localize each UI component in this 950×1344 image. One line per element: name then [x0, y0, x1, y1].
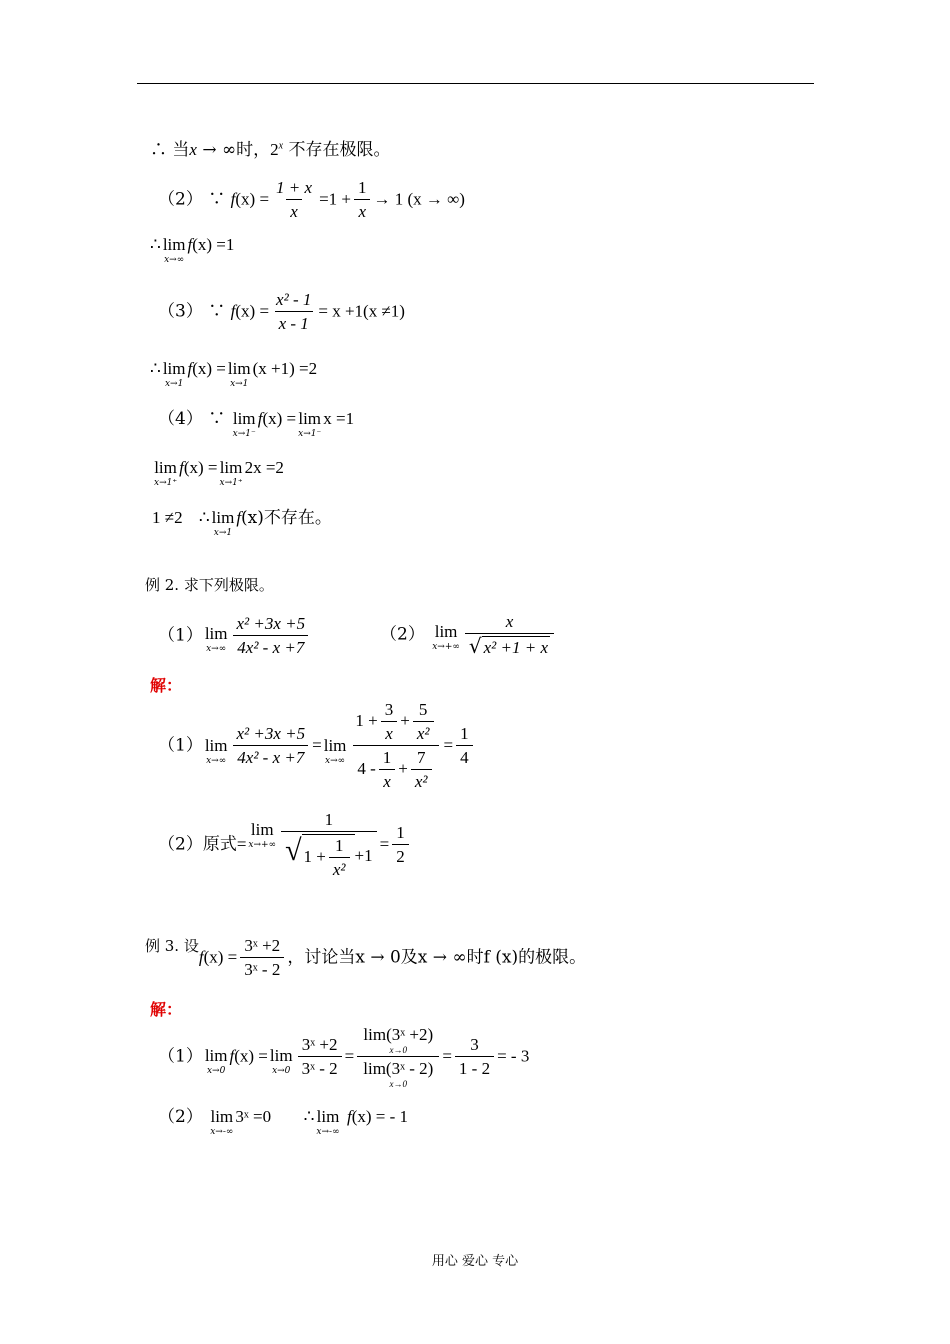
limit-operator [363, 1025, 433, 1055]
fraction [298, 1035, 342, 1079]
example2-question1 [158, 614, 312, 658]
conclusion-text: (x)不存在。 [241, 508, 332, 528]
line-right-limit [152, 458, 284, 488]
numerator: 1 [460, 724, 469, 743]
denominator: x² [329, 857, 350, 880]
denominator [353, 745, 438, 792]
fraction [392, 823, 409, 867]
lim-subscript: x→1⁻ [298, 429, 322, 439]
lim-word: lim [434, 622, 458, 641]
lim-word: lim [316, 1107, 340, 1126]
equals-text: (x) = [234, 1046, 268, 1066]
limit-value: (x) = - 1 [351, 1107, 409, 1126]
denominator: 3ˣ - 2 [240, 957, 284, 980]
limit-operator [205, 1046, 228, 1076]
fraction [455, 1035, 494, 1079]
numerator: 1 [334, 836, 344, 855]
equals-text: (x) = [192, 359, 226, 378]
fraction [411, 748, 432, 792]
equals-sign: = [236, 834, 247, 854]
radical-sign: √ [468, 634, 482, 658]
func-f: f [187, 235, 193, 254]
part-label: （2） [158, 189, 203, 210]
lim-subscript: x→0 [272, 1066, 291, 1076]
therefore-symbol: ∴ [150, 235, 161, 255]
func-f: f [230, 189, 236, 209]
denominator: x² [413, 721, 434, 744]
denominator: x² [411, 769, 432, 792]
limit-value: (x +1) =2 [252, 359, 318, 378]
limit-operator [205, 624, 228, 654]
limit-operator [316, 1107, 339, 1137]
line-part3-function [158, 290, 405, 334]
denominator: 1 - 2 [455, 1056, 494, 1079]
lim-word: lim [250, 820, 274, 839]
lim-subscript: x→0 [389, 1079, 408, 1089]
numerator: 1 [358, 178, 367, 197]
example2-title: 例 2. 求下列极限。 [145, 576, 274, 594]
lim-subscript: x→∞ [206, 756, 227, 766]
lim-subscript: x→1 [213, 528, 233, 538]
part-label: （1） [158, 1046, 203, 1067]
lim-word: lim [204, 624, 228, 643]
lim-subscript: x→+∞ [432, 642, 460, 652]
radicand: x² +1 + x [483, 638, 549, 657]
radicand [302, 834, 355, 880]
lim-word: lim [232, 409, 256, 428]
limit-operator [248, 820, 276, 850]
line-lim-x-to-1 [150, 359, 317, 389]
therefore-symbol: ∴ [303, 1107, 315, 1127]
denominator: x [379, 769, 395, 792]
lim-word: lim [204, 736, 228, 755]
lim-subscript: x→0 [206, 1066, 226, 1076]
limit-value: 2x =2 [244, 458, 284, 477]
limit-value: (x) =1 [192, 235, 235, 254]
numerator: 3ˣ +2 [301, 1035, 338, 1054]
denominator: 4x² - x +7 [233, 635, 308, 658]
denominator [465, 633, 554, 658]
exponent-x: x [278, 140, 284, 152]
func-f: f [229, 1046, 235, 1066]
example3-title: 例 3. 设 [145, 937, 199, 955]
denominator: 2 [392, 844, 409, 867]
part-label: （1） [158, 625, 203, 646]
fraction [233, 724, 310, 768]
numerator: 7 [416, 748, 426, 767]
limit-operator [228, 359, 251, 389]
lim-subscript: x→1⁻ [232, 429, 256, 439]
lim-word: lim [162, 359, 186, 378]
lim-word: lim [219, 458, 243, 477]
part-label: （2） [380, 624, 425, 645]
example3-statement [145, 936, 586, 980]
numerator: 3 [384, 700, 394, 719]
line-lim-infinity [150, 235, 234, 265]
solution2-part1 [158, 700, 476, 792]
part-label: （3） [158, 301, 203, 322]
denominator: 4x² - x +7 [233, 745, 308, 768]
limit-operator [233, 409, 256, 439]
limit-value: x =1 [323, 409, 355, 428]
limit-operator [163, 359, 186, 389]
lim-subscript: x→-∞ [316, 1127, 340, 1137]
lim-word: lim [211, 508, 235, 527]
square-root [469, 636, 550, 658]
page-footer: 用心 爱心 专心 [431, 1254, 519, 1269]
func-f: f [198, 947, 204, 967]
numerator: 3 [470, 1035, 479, 1054]
equals-sign: = [379, 834, 390, 854]
limit-operator [363, 1059, 433, 1089]
therefore-symbol: ∴ [198, 508, 210, 528]
lim-word: lim [227, 359, 251, 378]
limit-operator [205, 736, 228, 766]
fraction [357, 1025, 439, 1089]
conclusion-text: 不存在极限。 [283, 140, 391, 160]
numerator: x² - 1 [276, 290, 312, 309]
term: 1 + [355, 710, 378, 730]
func-f: f [257, 409, 263, 428]
limit-value: = - 3 [497, 1046, 530, 1066]
fraction [413, 700, 434, 744]
lim-word: lim [154, 458, 177, 477]
line-limit-not-exist [152, 508, 332, 538]
line-no-limit-2x [150, 140, 391, 160]
denominator: 4 [456, 745, 473, 768]
limit-operator [324, 736, 347, 766]
because-symbol: ∵ [208, 301, 226, 322]
fraction [272, 178, 316, 222]
solution3-part2 [158, 1107, 408, 1137]
example3-expr [199, 936, 586, 980]
func-arg: (x) = [235, 301, 270, 321]
compound-fraction [351, 700, 440, 792]
fraction [354, 178, 371, 222]
func-f: f [230, 301, 236, 321]
limit-operator [154, 458, 177, 488]
part-label: （1） [158, 735, 203, 756]
lim-subscript: x→1⁺ [154, 478, 178, 488]
lim-subscript: x→∞ [164, 255, 185, 265]
lim-subscript: x→+∞ [248, 840, 277, 850]
lim-word: lim(3ˣ +2) [363, 1025, 434, 1044]
denominator: x [286, 199, 302, 222]
fraction [272, 290, 315, 334]
numerator: x [505, 612, 514, 631]
example2-question2 [380, 612, 557, 658]
equals-sign: = [442, 1046, 452, 1066]
plus-sign: + [398, 758, 408, 778]
lim-subscript: x→∞ [206, 644, 227, 654]
square-root [285, 834, 354, 880]
fraction [456, 724, 473, 768]
lim-word: lim(3ˣ - 2) [363, 1059, 434, 1078]
lim-word: lim [162, 235, 186, 254]
limit-operator [220, 458, 243, 488]
term: 4 - [357, 758, 376, 778]
numerator: 1 + x [276, 178, 313, 197]
because-symbol: ∵ [208, 189, 226, 210]
part-label: （2）原式 [158, 834, 237, 855]
equals-text: =1 + [319, 189, 352, 209]
equals-text: (x) = [262, 409, 297, 428]
func-arg: (x) = [203, 947, 238, 967]
arrow-text: → ∞时， [196, 140, 271, 160]
lim-subscript: x→-∞ [210, 1127, 234, 1137]
because-symbol: ∵ [208, 409, 226, 429]
numerator: 1 [396, 823, 405, 842]
fraction [233, 614, 310, 658]
numerator: x² +3x +5 [236, 724, 306, 743]
equals-sign: = [344, 1046, 355, 1066]
func-arg: (x) = [235, 189, 270, 209]
radical-sign: √ [285, 834, 302, 867]
equals-text: (x) = [183, 458, 218, 477]
therefore-symbol: ∴ [150, 359, 161, 379]
numerator [351, 700, 440, 745]
numerator: 1 [324, 810, 334, 829]
equals-sign: = [443, 735, 454, 755]
var-x: x [189, 140, 197, 159]
part-label: （2） [158, 1107, 203, 1127]
limit-operator [163, 235, 186, 265]
fraction [329, 836, 350, 880]
equals-sign: = [312, 735, 322, 755]
limit-operator [270, 1046, 293, 1076]
func-f: f [346, 1107, 352, 1126]
term: 1 + [303, 846, 326, 866]
denominator: x - 1 [275, 311, 313, 334]
therefore-text: ∴ 当 [150, 140, 190, 160]
func-f: f [187, 359, 193, 378]
limit-operator [212, 508, 235, 538]
solution2-part2 [158, 810, 412, 880]
inequality-text: 1 ≠2 [152, 508, 183, 527]
denominator: x [381, 721, 397, 744]
term: +1 [354, 845, 373, 865]
simplified-text: = x +1(x ≠1) [318, 301, 405, 321]
header-rule [137, 83, 814, 84]
denominator [281, 831, 377, 880]
plus-sign: + [400, 710, 410, 730]
limit-operator [298, 409, 321, 439]
solution3-part1 [158, 1025, 529, 1089]
numerator: 5 [418, 700, 428, 719]
lim-word: lim [269, 1046, 293, 1065]
fraction [281, 810, 377, 880]
func-f: f [179, 458, 184, 477]
numerator: 1 [382, 748, 392, 767]
fraction [381, 700, 398, 744]
limit-operator [432, 622, 460, 652]
numerator: x² +3x +5 [236, 614, 306, 633]
lim-subscript: x→1 [164, 379, 184, 389]
lim-word: lim [323, 736, 347, 755]
denominator: 3ˣ - 2 [298, 1056, 342, 1079]
line-part4-left-limit [158, 409, 354, 439]
fraction [465, 612, 554, 658]
lim-subscript: x→∞ [325, 756, 346, 766]
func-f: f [236, 508, 242, 527]
fraction [379, 748, 396, 792]
base-2: 2 [270, 140, 279, 159]
part-label: （4） [158, 409, 203, 429]
denominator: x [354, 199, 370, 222]
solution-label-3: 解： [150, 1000, 183, 1019]
fraction [240, 936, 284, 980]
lim-subscript: x→0 [389, 1045, 408, 1055]
lim-subscript: x→1 [230, 379, 249, 389]
line-part2-function [158, 178, 465, 222]
lim-word: lim [204, 1046, 228, 1065]
lim-word: lim [210, 1107, 234, 1126]
question-text: ，讨论当x → 0及x → ∞时f (x)的极限。 [287, 947, 587, 968]
numerator: 3ˣ +2 [244, 936, 281, 955]
lim-subscript: x→1⁺ [219, 478, 243, 488]
numerator [357, 1025, 439, 1056]
lim-word: lim [298, 409, 322, 428]
limit-result: → 1 (x → ∞) [373, 189, 465, 209]
limit-operator [210, 1107, 233, 1137]
denominator [357, 1056, 439, 1089]
solution-label-2: 解： [150, 676, 183, 695]
power-limit: 3ˣ =0 [235, 1107, 272, 1126]
